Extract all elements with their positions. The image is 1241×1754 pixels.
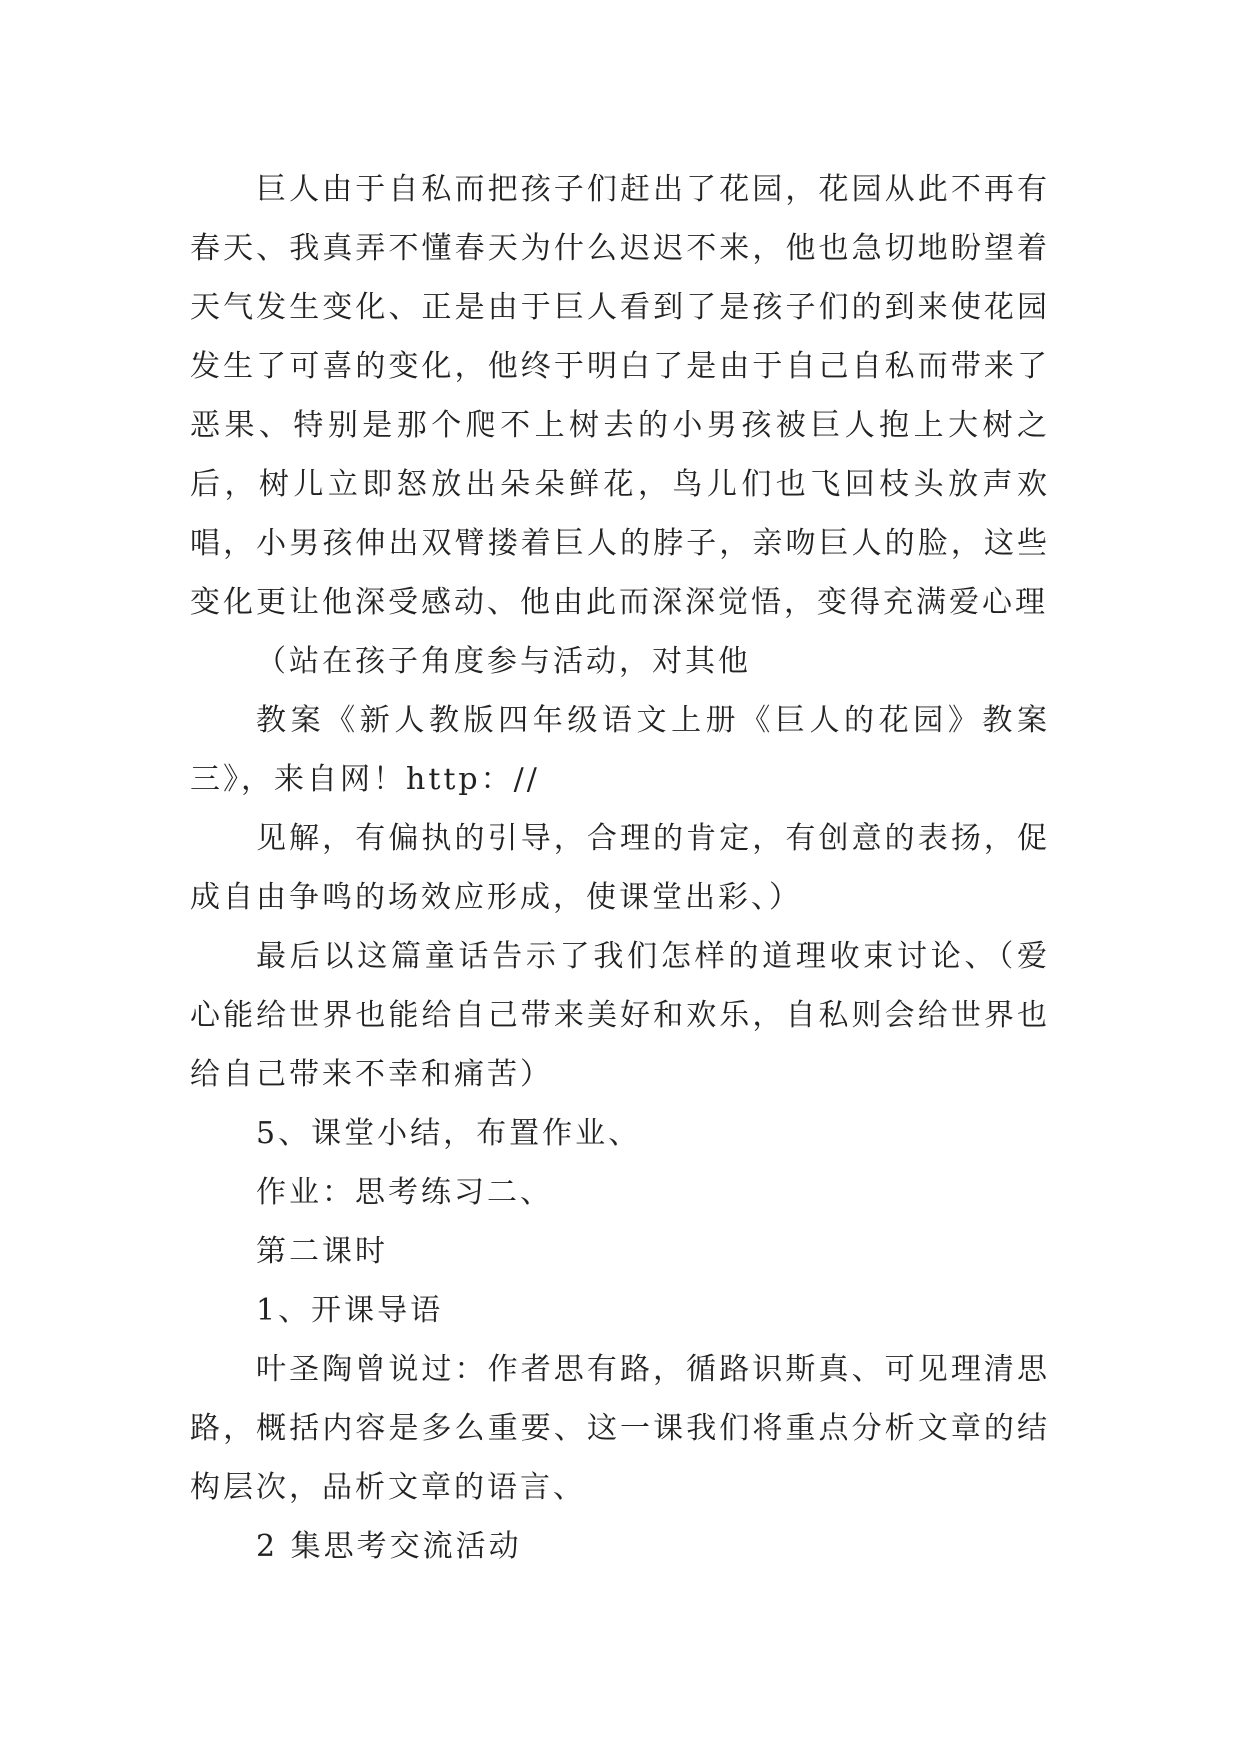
paragraph-activity-note: （站在孩子角度参与活动，对其他 (256, 644, 751, 679)
paragraph-activity-2: 2 集思考交流活动 (256, 1529, 522, 1564)
paragraph-guidance-note: 见解，有偏执的引导，合理的肯定，有创意的表扬，促成自由争鸣的场效应形成，使课堂出彩、） (190, 821, 1050, 915)
paragraph-quote: 叶圣陶曾说过：作者思有路，循路识斯真、可见理清思路，概括内容是多么重要、这一课我们将重点分析文章的结构层次，品析文章的语言、 (190, 1352, 1050, 1505)
paragraph-opening-intro: 1、开课导语 (256, 1293, 444, 1328)
section-heading-second-lesson: 第二课时 (256, 1234, 388, 1269)
paragraph-discussion-conclusion: 最后以这篇童话告示了我们怎样的道理收束讨论、（爱心能给世界也能给自己带来美好和欢乐，自私则会给世界也给自己带来不幸和痛苦） (190, 939, 1050, 1092)
paragraph-summary-homework: 5、课堂小结，布置作业、 (256, 1116, 642, 1151)
paragraph-homework: 作业：思考练习二、 (256, 1175, 553, 1210)
document-body (190, 160, 1050, 1576)
paragraph-story-summary: 巨人由于自私而把孩子们赶出了花园，花园从此不再有春天、我真弄不懂春天为什么迟迟不来，他也急切地盼望着天气发生变化、正是由于巨人看到了是孩子们的到来使花园发生了可喜的变化，他终于明白了是由于自己自私而带来了恶果、特别是那个爬不上树去的小男孩被巨人抱上大树之后，树儿立即怒放出朵朵鲜花，鸟儿们也飞回枝头放声欢唱，小男孩伸出双臂搂着巨人的脖子，亲吻巨人的脸，这些变化更让他深受感动、他由此而深深觉悟，变得充满爱心理 (190, 172, 1050, 620)
paragraph-source-note: 教案《新人教版四年级语文上册《巨人的花园》教案三》，来自网！http：// (190, 703, 1050, 797)
